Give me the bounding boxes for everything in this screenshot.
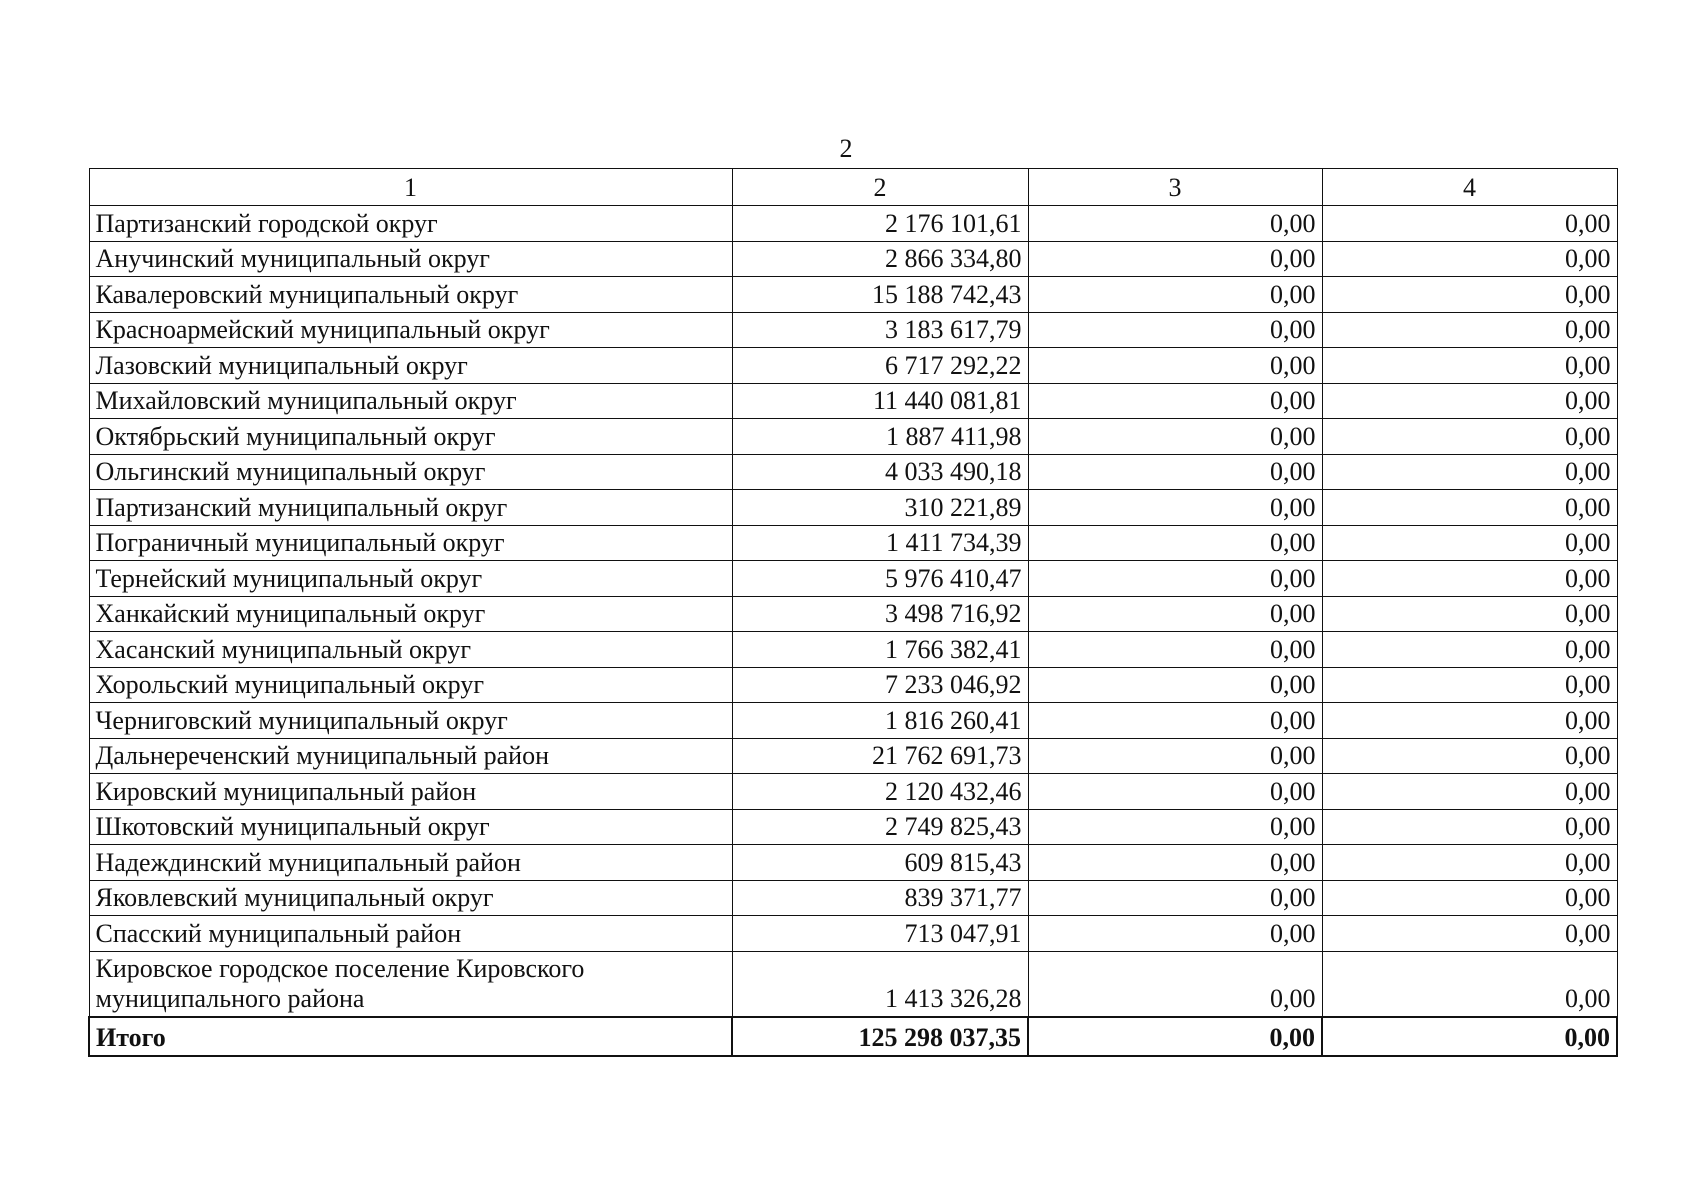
table-row [89, 916, 1617, 952]
row-col3: 0,00 [1028, 561, 1322, 597]
row-col2: 15 188 742,43 [732, 277, 1028, 313]
row-col2: 3 183 617,79 [732, 312, 1028, 348]
row-col3: 0,00 [1028, 809, 1322, 845]
row-col2: 1 887 411,98 [732, 419, 1028, 455]
row-col3: 0,00 [1028, 703, 1322, 739]
row-col3: 0,00 [1028, 916, 1322, 952]
row-name: Анучинский муниципальный округ [89, 241, 732, 277]
row-name: Спасский муниципальный район [89, 916, 732, 952]
row-col4: 0,00 [1322, 951, 1617, 1017]
table-row [89, 241, 1617, 277]
row-col2: 1 413 326,28 [732, 951, 1028, 1017]
row-col4: 0,00 [1322, 525, 1617, 561]
row-col3: 0,00 [1028, 348, 1322, 384]
row-name: Михайловский муниципальный округ [89, 383, 732, 419]
row-col2: 4 033 490,18 [732, 454, 1028, 490]
row-col2: 609 815,43 [732, 845, 1028, 881]
table-body [89, 206, 1617, 1017]
row-col2: 3 498 716,92 [732, 596, 1028, 632]
column-header-3: 3 [1028, 169, 1322, 206]
row-name: Черниговский муниципальный округ [89, 703, 732, 739]
table-row [89, 525, 1617, 561]
row-col4: 0,00 [1322, 241, 1617, 277]
table-row [89, 632, 1617, 668]
row-col4: 0,00 [1322, 774, 1617, 810]
row-col2: 2 866 334,80 [732, 241, 1028, 277]
row-name: Надеждинский муниципальный район [89, 845, 732, 881]
row-name: Дальнереченский муниципальный район [89, 738, 732, 774]
page-number: 2 [839, 134, 853, 163]
row-col2: 1 766 382,41 [732, 632, 1028, 668]
row-col4: 0,00 [1322, 880, 1617, 916]
row-col4: 0,00 [1322, 738, 1617, 774]
table-row [89, 596, 1617, 632]
row-name: Кавалеровский муниципальный округ [89, 277, 732, 313]
table-row [89, 419, 1617, 455]
row-col3: 0,00 [1028, 277, 1322, 313]
row-col4: 0,00 [1322, 632, 1617, 668]
column-header-2: 2 [732, 169, 1028, 206]
row-col3: 0,00 [1028, 454, 1322, 490]
row-col2: 713 047,91 [732, 916, 1028, 952]
row-col4: 0,00 [1322, 809, 1617, 845]
row-col4: 0,00 [1322, 490, 1617, 526]
row-col4: 0,00 [1322, 277, 1617, 313]
row-col4: 0,00 [1322, 596, 1617, 632]
table-row [89, 561, 1617, 597]
row-col2: 6 717 292,22 [732, 348, 1028, 384]
row-col4: 0,00 [1322, 419, 1617, 455]
row-col2: 2 176 101,61 [732, 206, 1028, 242]
row-col3: 0,00 [1028, 667, 1322, 703]
row-col4: 0,00 [1322, 845, 1617, 881]
table-row [89, 667, 1617, 703]
row-col2: 11 440 081,81 [732, 383, 1028, 419]
row-col4: 0,00 [1322, 561, 1617, 597]
table-row [89, 490, 1617, 526]
row-name: Хасанский муниципальный округ [89, 632, 732, 668]
table-row [89, 738, 1617, 774]
table-row [89, 845, 1617, 881]
row-col4: 0,00 [1322, 383, 1617, 419]
table-row [89, 383, 1617, 419]
row-col3: 0,00 [1028, 490, 1322, 526]
row-col3: 0,00 [1028, 845, 1322, 881]
row-col4: 0,00 [1322, 703, 1617, 739]
row-col4: 0,00 [1322, 312, 1617, 348]
row-col2: 1 411 734,39 [732, 525, 1028, 561]
row-col3: 0,00 [1028, 312, 1322, 348]
row-name: Яковлевский муниципальный округ [89, 880, 732, 916]
row-col2: 7 233 046,92 [732, 667, 1028, 703]
row-col3: 0,00 [1028, 738, 1322, 774]
row-name: Ольгинский муниципальный округ [89, 454, 732, 490]
row-col3: 0,00 [1028, 419, 1322, 455]
row-col3: 0,00 [1028, 880, 1322, 916]
total-row [89, 1017, 1617, 1056]
row-col3: 0,00 [1028, 383, 1322, 419]
row-col3: 0,00 [1028, 951, 1322, 1017]
row-col4: 0,00 [1322, 454, 1617, 490]
table-row [89, 809, 1617, 845]
row-col2: 21 762 691,73 [732, 738, 1028, 774]
data-table [88, 168, 1618, 1057]
table-row [89, 880, 1617, 916]
table-row [89, 774, 1617, 810]
row-col2: 1 816 260,41 [732, 703, 1028, 739]
row-name: Партизанский городской округ [89, 206, 732, 242]
row-col4: 0,00 [1322, 667, 1617, 703]
total-col2: 125 298 037,35 [732, 1017, 1028, 1056]
row-col2: 310 221,89 [732, 490, 1028, 526]
row-name: Пограничный муниципальный округ [89, 525, 732, 561]
column-header-4: 4 [1322, 169, 1617, 206]
row-col2: 839 371,77 [732, 880, 1028, 916]
row-name: Хорольский муниципальный округ [89, 667, 732, 703]
row-col3: 0,00 [1028, 596, 1322, 632]
total-label: Итого [89, 1017, 732, 1056]
row-col3: 0,00 [1028, 632, 1322, 668]
row-name: Партизанский муниципальный округ [89, 490, 732, 526]
row-name: Красноармейский муниципальный округ [89, 312, 732, 348]
total-col4: 0,00 [1322, 1017, 1617, 1056]
row-col2: 2 749 825,43 [732, 809, 1028, 845]
table-row [89, 348, 1617, 384]
row-name: Тернейский муниципальный округ [89, 561, 732, 597]
row-col2: 2 120 432,46 [732, 774, 1028, 810]
row-name: Шкотовский муниципальный округ [89, 809, 732, 845]
table-row [89, 206, 1617, 242]
row-col3: 0,00 [1028, 525, 1322, 561]
row-name: Кировский муниципальный район [89, 774, 732, 810]
table-row [89, 703, 1617, 739]
table-header-row [89, 169, 1617, 206]
row-name: Лазовский муниципальный округ [89, 348, 732, 384]
row-col4: 0,00 [1322, 348, 1617, 384]
row-col3: 0,00 [1028, 241, 1322, 277]
row-col2: 5 976 410,47 [732, 561, 1028, 597]
row-name: Кировское городское поселение Кировского муниципального района [89, 951, 732, 1017]
table-row [89, 277, 1617, 313]
row-col3: 0,00 [1028, 774, 1322, 810]
row-name: Ханкайский муниципальный округ [89, 596, 732, 632]
row-col4: 0,00 [1322, 206, 1617, 242]
total-col3: 0,00 [1028, 1017, 1322, 1056]
row-name: Октябрьский муниципальный округ [89, 419, 732, 455]
table-row [89, 951, 1617, 1017]
column-header-1: 1 [89, 169, 732, 206]
table-row [89, 312, 1617, 348]
table-row [89, 454, 1617, 490]
row-col3: 0,00 [1028, 206, 1322, 242]
row-col4: 0,00 [1322, 916, 1617, 952]
